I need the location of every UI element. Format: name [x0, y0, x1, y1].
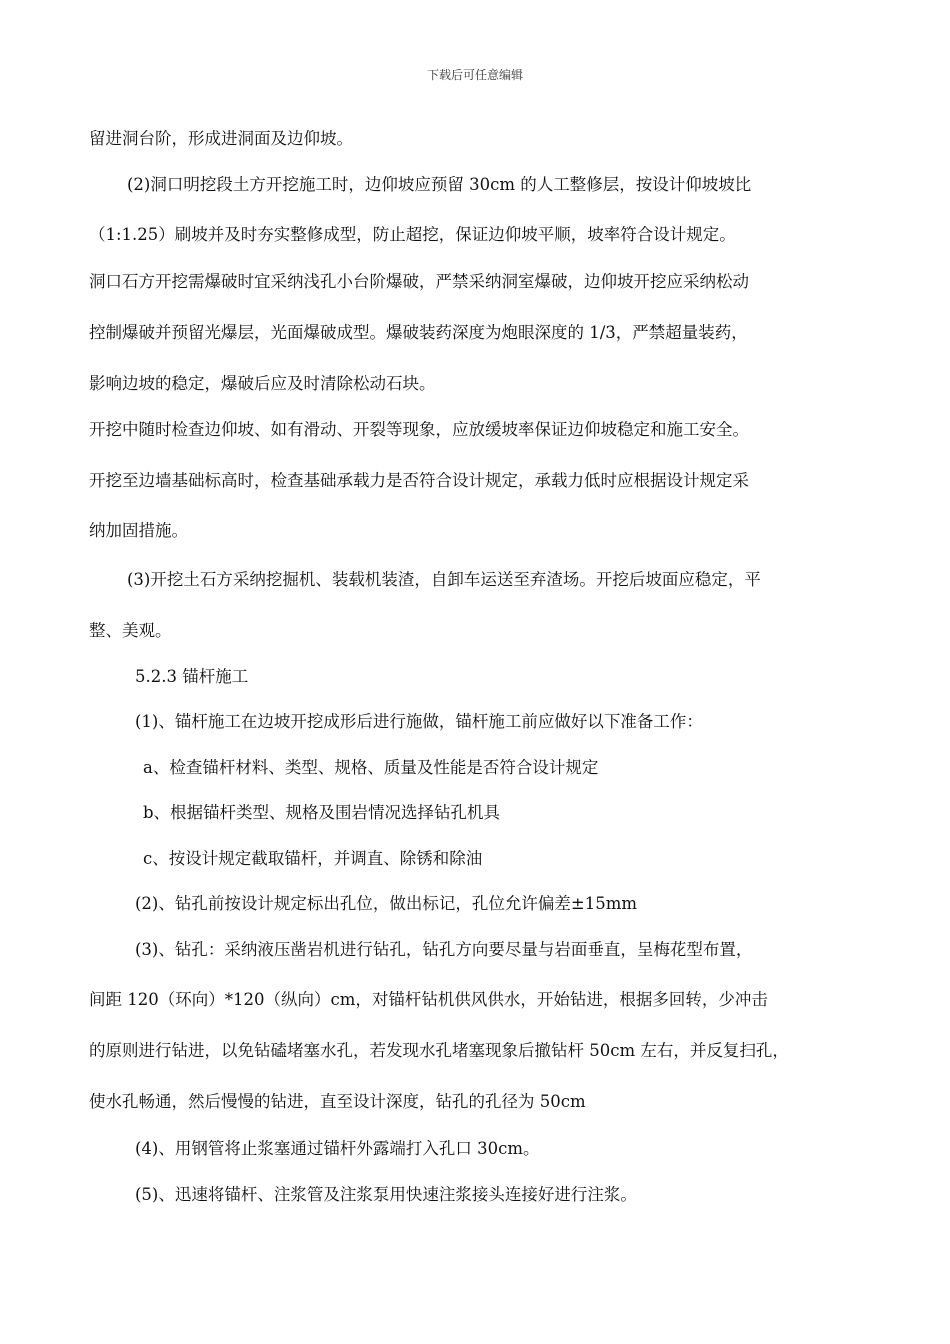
text-line: 影响边坡的稳定，爆破后应及时清除松动石块。 — [89, 374, 436, 393]
text-line: (4)、用钢管将止浆塞通过锚杆外露端打入孔口 30cm。 — [135, 1139, 540, 1158]
text-line: (3)、钻孔：采纳液压凿岩机进行钻孔，钻孔方向要尽量与岩面垂直，呈梅花型布置， — [135, 940, 753, 959]
section-heading: 5.2.3 锚杆施工 — [135, 667, 249, 686]
text-line: 洞口石方开挖需爆破时宜采纳浅孔小台阶爆破，严禁采纳洞室爆破，边仰坡开挖应采纳松动 — [89, 272, 749, 291]
text-line: (2)洞口明挖段土方开挖施工时，边仰坡应预留 30cm 的人工整修层，按设计仰坡坡比 — [127, 175, 752, 194]
text-line: 留进洞台阶，形成进洞面及边仰坡。 — [89, 129, 353, 148]
text-line: 纳加固措施。 — [89, 521, 188, 540]
text-line: 整、美观。 — [89, 621, 172, 640]
list-item: a、检查锚杆材料、类型、规格、质量及性能是否符合设计规定 — [143, 758, 599, 777]
text-line: 间距 120（环向）*120（纵向）cm，对锚杆钻机供风供水，开始钻进，根据多回转，少冲击 — [89, 990, 768, 1009]
list-item: c、按设计规定截取锚杆，并调直、除锈和除油 — [143, 849, 483, 868]
list-item: b、根据锚杆类型、规格及围岩情况选择钻孔机具 — [143, 803, 501, 822]
text-line: 控制爆破并预留光爆层，光面爆破成型。爆破装药深度为炮眼深度的 1/3，严禁超量装药， — [89, 323, 748, 342]
text-line: 开挖至边墙基础标高时，检查基础承载力是否符合设计规定，承载力低时应根据设计规定采 — [89, 471, 749, 490]
text-line: （1:1.25）刷坡并及时夯实整修成型，防止超挖，保证边仰坡平顺，坡率符合设计规定。 — [89, 225, 736, 244]
text-line: 使水孔畅通，然后慢慢的钻进，直至设计深度，钻孔的孔径为 50cm — [89, 1092, 586, 1111]
page-header: 下载后可任意编辑 — [426, 68, 523, 82]
text-line: 开挖中随时检查边仰坡、如有滑动、开裂等现象，应放缓坡率保证边仰坡稳定和施工安全。 — [89, 420, 749, 439]
text-line: 的原则进行钻进，以免钻磕堵塞水孔，若发现水孔堵塞现象后撤钻杆 50cm 左右，并反复扫孔， — [89, 1041, 789, 1060]
text-line: (3)开挖土石方采纳挖掘机、装载机装渣，自卸车运送至弃渣场。开挖后坡面应稳定，平 — [127, 570, 761, 589]
text-line: (5)、迅速将锚杆、注浆管及注浆泵用快速注浆接头连接好进行注浆。 — [135, 1185, 637, 1204]
text-line: (2)、钻孔前按设计规定标出孔位，做出标记，孔位允许偏差±15mm — [135, 894, 637, 913]
text-line: (1)、锚杆施工在边坡开挖成形后进行施做，锚杆施工前应做好以下准备工作： — [135, 712, 703, 731]
